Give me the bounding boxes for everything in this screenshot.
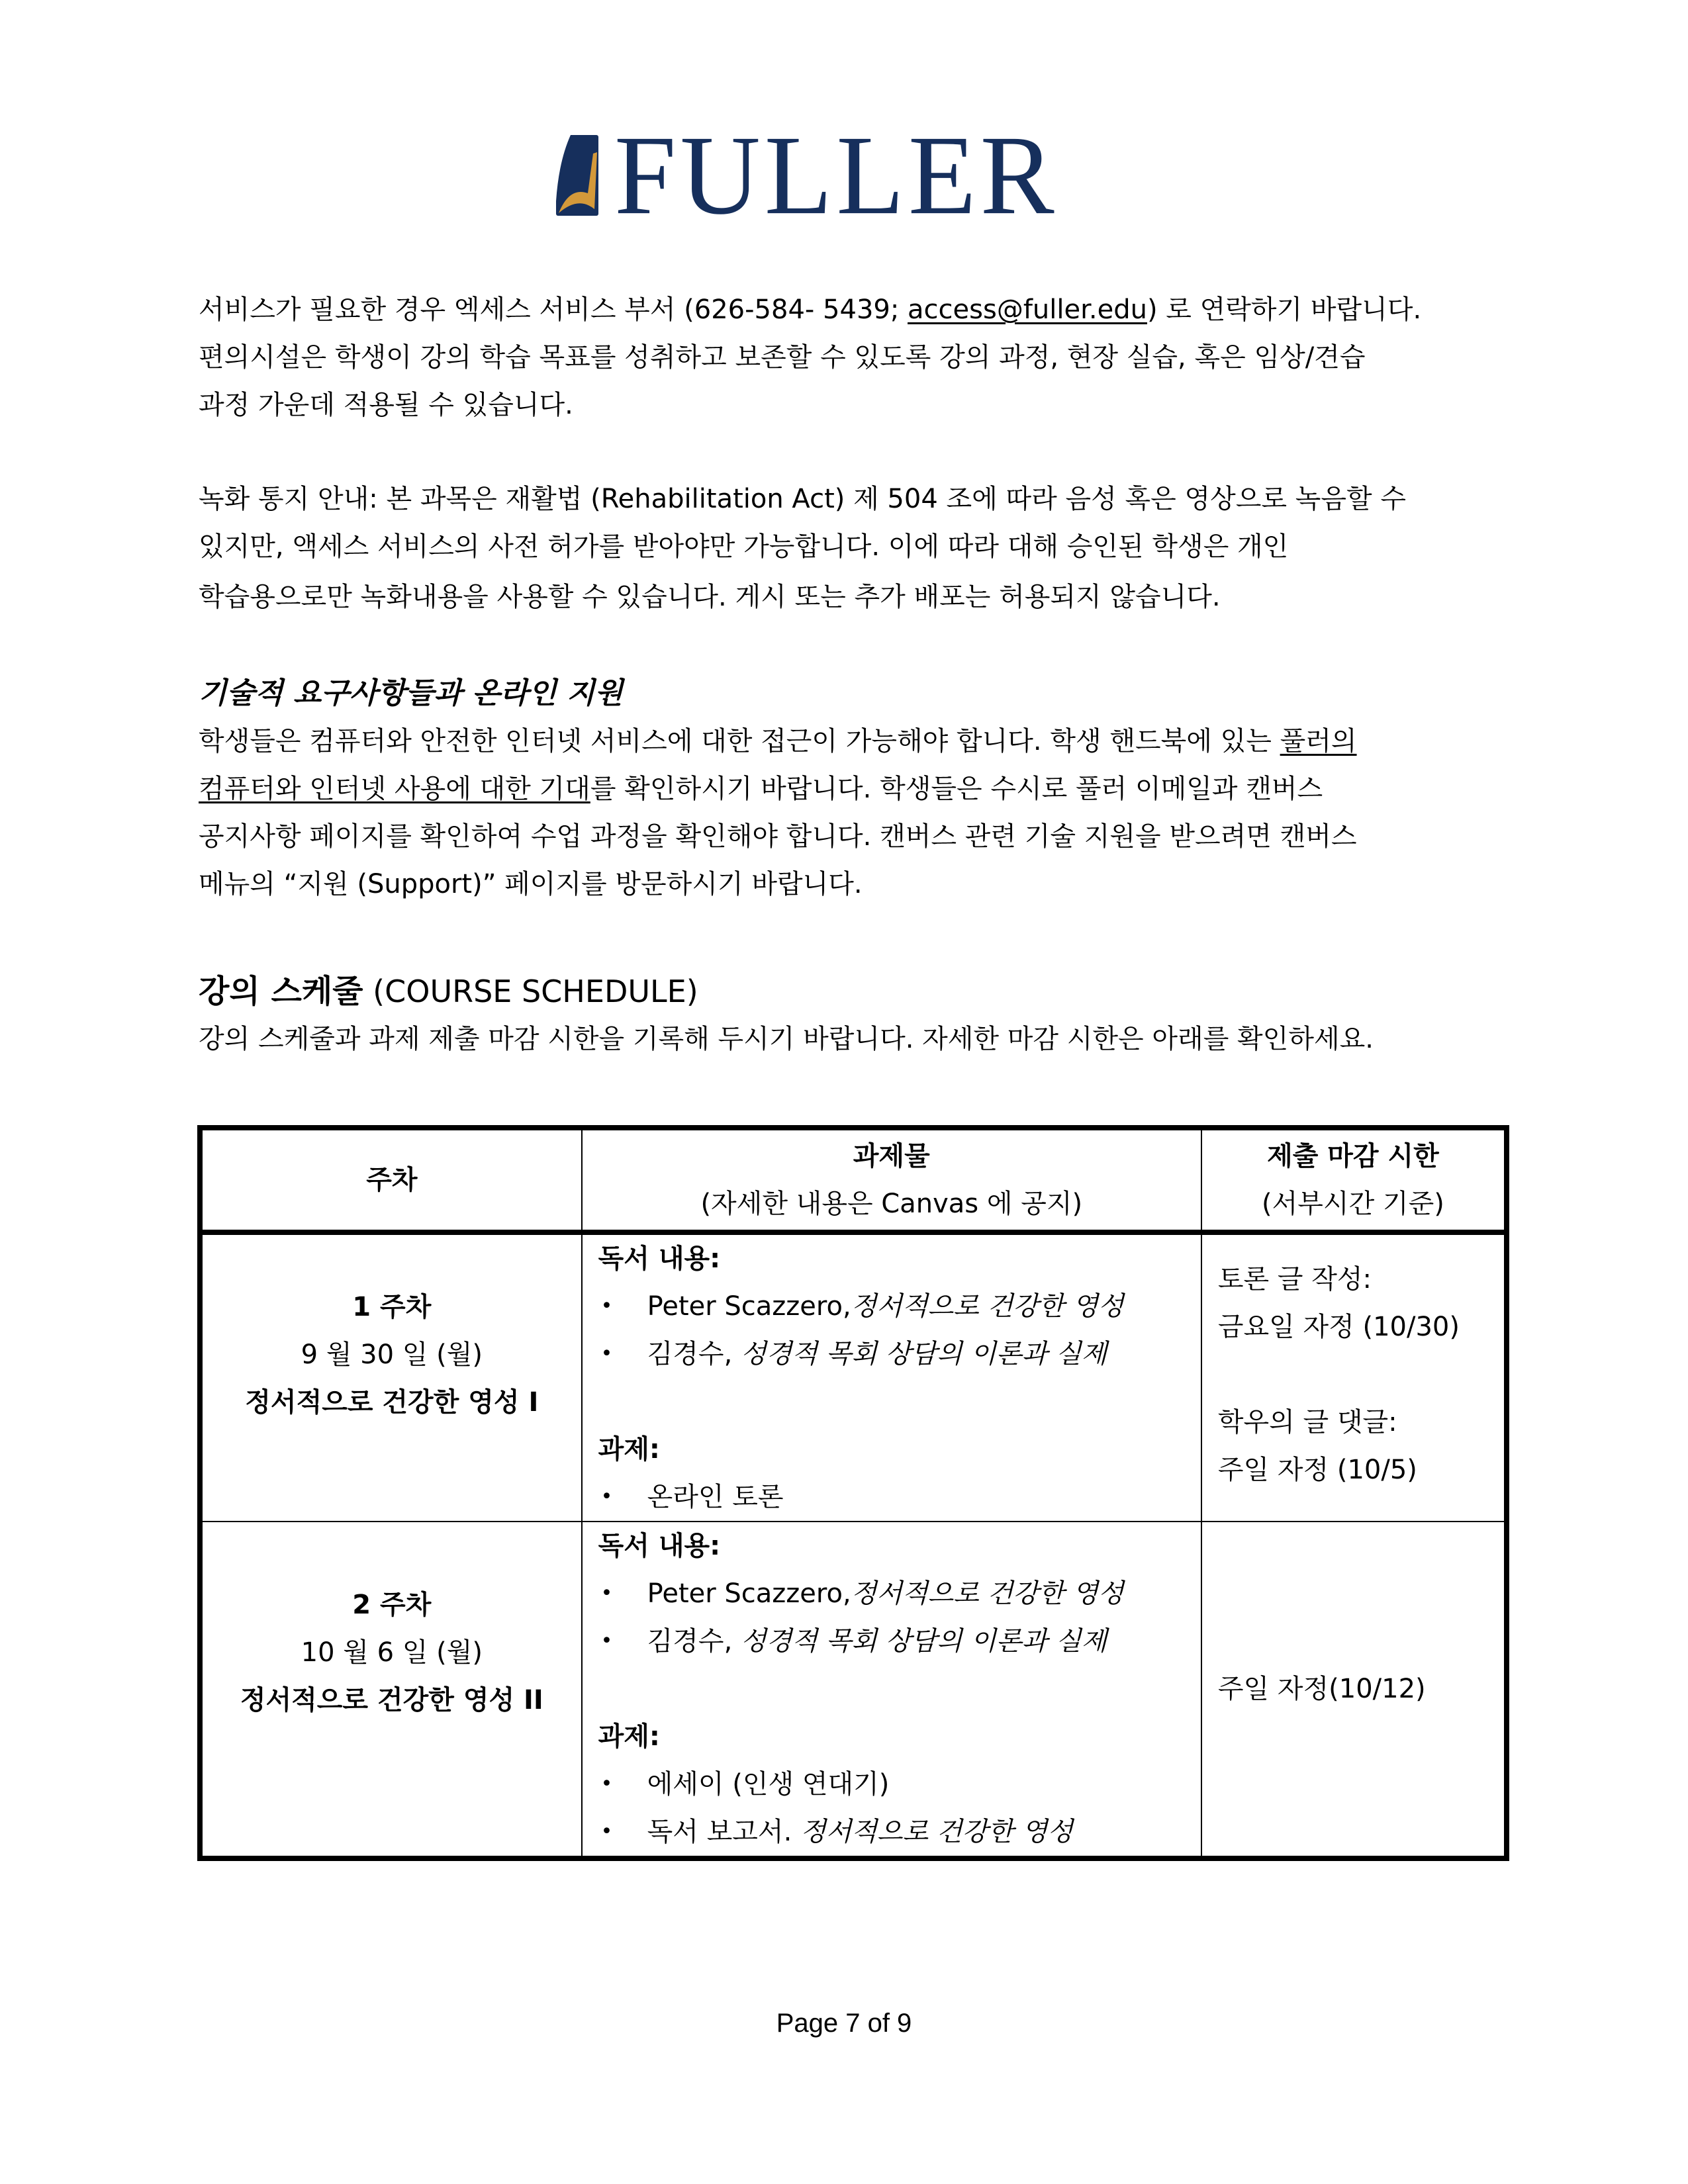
week-2-tasks (598, 1760, 1201, 1856)
week-1-cell: 1 주차 9 월 30 일 (월) 정서적으로 건강한 영성 I (200, 1232, 582, 1522)
week-1-deadlines: 토론 글 작성: 금요일 자정 (10/30) 학우의 글 댓글: 주일 자정 (10/5) (1201, 1232, 1507, 1522)
recording-notice-paragraph (199, 475, 1496, 621)
header-week: 주차 (200, 1128, 582, 1232)
recording-line-1: 녹화 통지 안내: 본 과목은 재활법 (Rehabilitation Act) 제 504 조에 따라 음성 혹은 영상으로 녹음할 수 (199, 484, 1407, 514)
fuller-wordmark: FULLER (614, 113, 1058, 238)
bullet-icon: • (600, 1820, 613, 1843)
bullet-icon: • (600, 1629, 613, 1653)
week-1-readings (598, 1283, 1201, 1378)
week-2-assignments: 독서 내용: • Peter Scazzero,정서적으로 건강한 영성 • 김경수, 성경적 목회 상담의 이론과 실제 과제: • 에세이 (인생 연대기) • 독서 보고서. 정서적으로 건강한 영성 (582, 1522, 1201, 1858)
week-2-deadlines: 주일 자정(10/12) (1201, 1522, 1507, 1858)
tech-requirements-section (199, 670, 1496, 908)
table-row-week-1 (200, 1232, 1507, 1522)
accessibility-paragraph (199, 286, 1496, 429)
tech-requirements-heading: 기술적 요구사항들과 온라인 지원 (199, 676, 624, 710)
schedule-table (197, 1125, 1509, 1861)
tech-line-4: 메뉴의 “지원 (Support)” 페이지를 방문하시기 바랍니다. (199, 869, 863, 899)
access-email-link[interactable]: access@fuller.edu (908, 295, 1147, 325)
fuller-book-icon (556, 135, 598, 216)
table-row-week-2 (200, 1522, 1507, 1858)
bullet-icon: • (600, 1342, 613, 1365)
tech-line-3: 공지사항 페이지를 확인하여 수업 과정을 확인해야 합니다. 캔버스 관련 기술 지원을 받으려면 캔버스 (199, 821, 1357, 852)
task-item: • 에세이 (인생 연대기) (598, 1760, 1201, 1808)
bullet-icon: • (600, 1295, 613, 1318)
course-schedule-section (199, 968, 1496, 1063)
task-item: • 독서 보고서. 정서적으로 건강한 영성 (598, 1808, 1201, 1856)
fuller-logo (556, 113, 1132, 238)
header-assignment: 과제물 (자세한 내용은 Canvas 에 공지) (582, 1128, 1201, 1232)
bullet-icon: • (600, 1582, 613, 1605)
tech-line-1: 학생들은 컴퓨터와 안전한 인터넷 서비스에 대한 접근이 가능해야 합니다. 학생 핸드북에 있는 풀러의 (199, 726, 1357, 756)
week-2-cell: 2 주차 10 월 6 일 (월) 정서적으로 건강한 영성 II (200, 1522, 582, 1858)
tech-line-2: 컴퓨터와 인터넷 사용에 대한 기대를 확인하시기 바랍니다. 학생들은 수시로 풀러 이메일과 캔버스 (199, 774, 1323, 804)
course-schedule-heading: 강의 스케줄 (COURSE SCHEDULE) (199, 973, 698, 1010)
fuller-expectations-link-part2[interactable]: 컴퓨터와 인터넷 사용에 대한 기대 (199, 774, 590, 804)
bullet-icon: • (600, 1772, 613, 1796)
bullet-icon: • (600, 1485, 613, 1508)
week-1-tasks (598, 1473, 1201, 1521)
reading-item: • Peter Scazzero,정서적으로 건강한 영성 (598, 1283, 1201, 1330)
recording-line-2: 있지만, 액세스 서비스의 사전 허가를 받아야만 가능합니다. 이에 따라 대해 승인된 학생은 개인 (199, 531, 1289, 562)
header-deadline: 제출 마감 시한 (서부시간 기준) (1201, 1128, 1507, 1232)
reading-item: • 김경수, 성경적 목회 상담의 이론과 실제 (598, 1617, 1201, 1665)
recording-line-3: 학습용으로만 녹화내용을 사용할 수 있습니다. 게시 또는 추가 배포는 허용되지 않습니다. (199, 582, 1221, 612)
reading-item: • Peter Scazzero,정서적으로 건강한 영성 (598, 1570, 1201, 1617)
accessibility-line-2: 편의시설은 학생이 강의 학습 목표를 성취하고 보존할 수 있도록 강의 과정, 현장 실습, 혹은 임상/견습 (199, 342, 1366, 373)
fuller-expectations-link-part1[interactable]: 풀러의 (1280, 726, 1357, 756)
page-number: Page 7 of 9 (776, 2009, 912, 2038)
course-schedule-intro: 강의 스케줄과 과제 제출 마감 시한을 기록해 두시기 바랍니다. 자세한 마감 시한은 아래를 확인하세요. (199, 1024, 1374, 1054)
accessibility-line-3: 과정 가운데 적용될 수 있습니다. (199, 390, 573, 420)
accessibility-line-1: 서비스가 필요한 경우 엑세스 서비스 부서 (626-584- 5439; access@fuller.edu) 로 연락하기 바랍니다. (199, 295, 1422, 325)
task-item: • 온라인 토론 (598, 1473, 1201, 1521)
reading-item: • 김경수, 성경적 목회 상담의 이론과 실제 (598, 1330, 1201, 1378)
week-2-readings (598, 1570, 1201, 1665)
week-1-assignments: 독서 내용: • Peter Scazzero,정서적으로 건강한 영성 • 김경수, 성경적 목회 상담의 이론과 실제 과제: • 온라인 토론 (582, 1232, 1201, 1522)
table-header-row (200, 1128, 1507, 1232)
